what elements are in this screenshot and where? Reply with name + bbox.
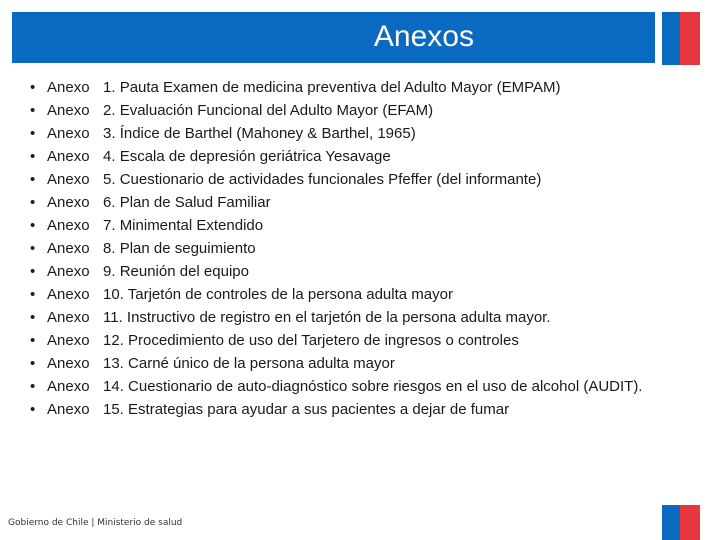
annex-word: Anexo [47, 309, 90, 326]
annex-list-item [0, 352, 650, 375]
bullet-icon: • [30, 240, 36, 257]
annex-number: 5. [103, 171, 116, 188]
flag-blue-stripe [662, 12, 680, 65]
annex-title: Índice de Barthel (Mahoney & Barthel, 1965) [119, 125, 416, 142]
annex-number: 11. [103, 309, 123, 326]
annex-list-item [0, 260, 650, 283]
bullet-icon: • [30, 171, 36, 188]
annex-title: Plan de Salud Familiar [119, 194, 271, 211]
annex-word: Anexo [47, 401, 90, 418]
annex-word: Anexo [47, 332, 90, 349]
annex-number: 6. [103, 194, 116, 211]
bullet-icon: • [30, 263, 36, 280]
annex-word: Anexo [47, 378, 90, 395]
annex-word: Anexo [47, 263, 90, 280]
bullet-icon: • [30, 355, 36, 372]
bullet-icon: • [30, 194, 36, 211]
annex-word: Anexo [47, 286, 90, 303]
bullet-icon: • [30, 378, 36, 395]
annex-number: 14. [103, 378, 124, 395]
annex-list-item [0, 145, 650, 168]
annex-list-item [0, 398, 650, 421]
annex-title: Tarjetón de controles de la persona adulta mayor [127, 286, 453, 303]
annex-list-item [0, 191, 650, 214]
annex-word: Anexo [47, 240, 90, 257]
annex-title: Cuestionario de actividades funcionales Pfeffer (del informante) [119, 171, 542, 188]
annex-title: Escala de depresión geriátrica Yesavage [119, 148, 391, 165]
flag-red-stripe [680, 12, 700, 65]
annex-list-item [0, 237, 650, 260]
annex-number: 13. [103, 355, 124, 372]
bullet-icon: • [30, 79, 36, 96]
annex-list-item [0, 214, 650, 237]
annex-list-item [0, 329, 650, 352]
annex-word: Anexo [47, 171, 90, 188]
bullet-icon: • [30, 309, 36, 326]
annex-title: Instructivo de registro en el tarjetón de la persona adulta mayor. [126, 309, 551, 326]
annex-list-item [0, 375, 650, 398]
annex-list-item [0, 283, 650, 306]
annex-title: Estrategias para ayudar a sus pacientes a dejar de fumar [128, 401, 510, 418]
page-title: Anexos [373, 20, 474, 53]
annex-number: 8. [103, 240, 116, 257]
footer-text: Gobierno de Chile | Ministerio de salud [8, 518, 183, 528]
annex-list-item [0, 306, 650, 329]
title-bar [12, 12, 655, 63]
annex-number: 2. [103, 102, 116, 119]
annex-number: 9. [103, 263, 116, 280]
bullet-icon: • [30, 332, 36, 349]
annex-title: Plan de seguimiento [119, 240, 256, 257]
annex-number: 7. [103, 217, 116, 234]
bullet-icon: • [30, 148, 36, 165]
annex-list-item [0, 122, 650, 145]
annex-title: Pauta Examen de medicina preventiva del Adulto Mayor (EMPAM) [119, 79, 561, 96]
annex-title: Minimental Extendido [119, 217, 264, 234]
annex-word: Anexo [47, 194, 90, 211]
bullet-icon: • [30, 217, 36, 234]
annex-word: Anexo [47, 79, 90, 96]
annex-list-item [0, 99, 650, 122]
annex-list-item [0, 76, 650, 99]
annex-word: Anexo [47, 217, 90, 234]
flag-stripe-top [662, 12, 700, 65]
flag-blue-stripe [662, 505, 680, 540]
annex-title: Procedimiento de uso del Tarjetero de ingresos o controles [128, 332, 519, 349]
bullet-icon: • [30, 125, 36, 142]
annex-title: Reunión del equipo [119, 263, 249, 280]
annex-word: Anexo [47, 102, 90, 119]
annex-title: Evaluación Funcional del Adulto Mayor (EFAM) [119, 102, 434, 119]
annex-number: 12. [103, 332, 124, 349]
annex-word: Anexo [47, 125, 90, 142]
annex-title: Cuestionario de auto-diagnóstico sobre riesgos en el uso de alcohol (AUDIT). [128, 378, 643, 395]
bullet-icon: • [30, 286, 36, 303]
annex-word: Anexo [47, 355, 90, 372]
flag-red-stripe [680, 505, 700, 540]
annex-word: Anexo [47, 148, 90, 165]
annex-number: 15. [103, 401, 124, 418]
annex-number: 10. [103, 286, 124, 303]
bullet-icon: • [30, 102, 36, 119]
bullet-icon: • [30, 401, 36, 418]
annex-list [0, 76, 650, 421]
annex-title: Carné único de la persona adulta mayor [128, 355, 395, 372]
annex-list-item [0, 168, 650, 191]
annex-number: 4. [103, 148, 116, 165]
annex-number: 1. [103, 79, 116, 96]
annex-number: 3. [103, 125, 116, 142]
flag-stripe-bottom [662, 505, 700, 540]
